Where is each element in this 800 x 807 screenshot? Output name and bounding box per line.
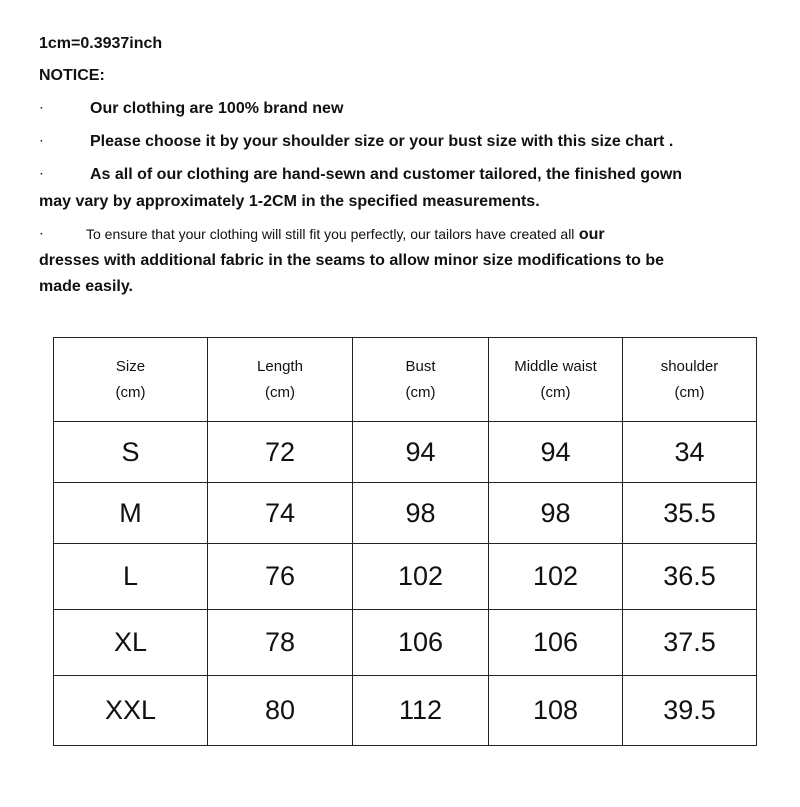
table-cell-size: M [54,483,208,544]
table-cell-size: XXL [54,676,208,746]
notice-text-line: Our clothing are 100% brand new [90,100,344,117]
column-unit: (cm) [540,383,571,401]
notice-label: NOTICE: [39,67,105,84]
column-header-bust [353,338,489,422]
table-cell-length: 78 [208,610,353,676]
table-cell-middle-waist: 102 [489,544,623,610]
notice-text-line [86,226,605,244]
table-cell-shoulder: 34 [623,422,757,483]
table-cell-middle-waist: 108 [489,676,623,746]
column-name: shoulder [660,357,719,375]
table-row [54,676,757,746]
table-cell-shoulder: 37.5 [623,610,757,676]
table-cell-middle-waist: 94 [489,422,623,483]
column-unit: (cm) [405,383,436,401]
table-cell-size: XL [54,610,208,676]
column-name: Size [115,357,146,375]
table-cell-length: 72 [208,422,353,483]
column-header-middle-waist [489,338,623,422]
conversion-note: 1cm=0.3937inch [39,35,163,52]
table-cell-bust: 94 [353,422,489,483]
table-cell-middle-waist: 98 [489,483,623,544]
table-row [54,422,757,483]
notice-text-line: dresses with additional fabric in the seams to allow minor size modifications to be [39,252,665,269]
notice-text-line: made easily. [39,278,133,295]
table-row [54,544,757,610]
table-cell-size: L [54,544,208,610]
bullet-icon: · [40,103,44,114]
notice-text-bold: our [578,226,605,243]
table-cell-shoulder: 36.5 [623,544,757,610]
table-row [54,610,757,676]
column-name: Length [257,357,303,375]
notice-text-line: Please choose it by your shoulder size or your bust size with this size chart . [90,133,674,150]
size-chart-table [53,337,757,746]
column-header-length [208,338,353,422]
bullet-icon: · [40,136,44,147]
notice-text-small: To ensure that your clothing will still fit you perfectly, our tailors have created all [86,226,575,242]
notice-text-line: As all of our clothing are hand-sewn and customer tailored, the finished gown [90,166,683,183]
table-cell-length: 74 [208,483,353,544]
bullet-icon: · [40,169,44,180]
table-cell-bust: 102 [353,544,489,610]
table-cell-middle-waist: 106 [489,610,623,676]
table-cell-shoulder: 39.5 [623,676,757,746]
column-name: Middle waist [514,357,597,375]
table-cell-shoulder: 35.5 [623,483,757,544]
table-cell-length: 80 [208,676,353,746]
column-header-size [54,338,208,422]
table-cell-bust: 106 [353,610,489,676]
table-header-row [54,338,757,422]
table-row [54,483,757,544]
table-cell-bust: 98 [353,483,489,544]
column-unit: (cm) [115,383,146,401]
table-cell-bust: 112 [353,676,489,746]
column-unit: (cm) [265,383,295,401]
column-unit: (cm) [674,383,705,401]
column-header-shoulder [623,338,757,422]
table-cell-size: S [54,422,208,483]
table-cell-length: 76 [208,544,353,610]
column-name: Bust [405,357,436,375]
bullet-icon: · [40,229,44,240]
notice-text-line: may vary by approximately 1-2CM in the specified measurements. [39,193,540,210]
